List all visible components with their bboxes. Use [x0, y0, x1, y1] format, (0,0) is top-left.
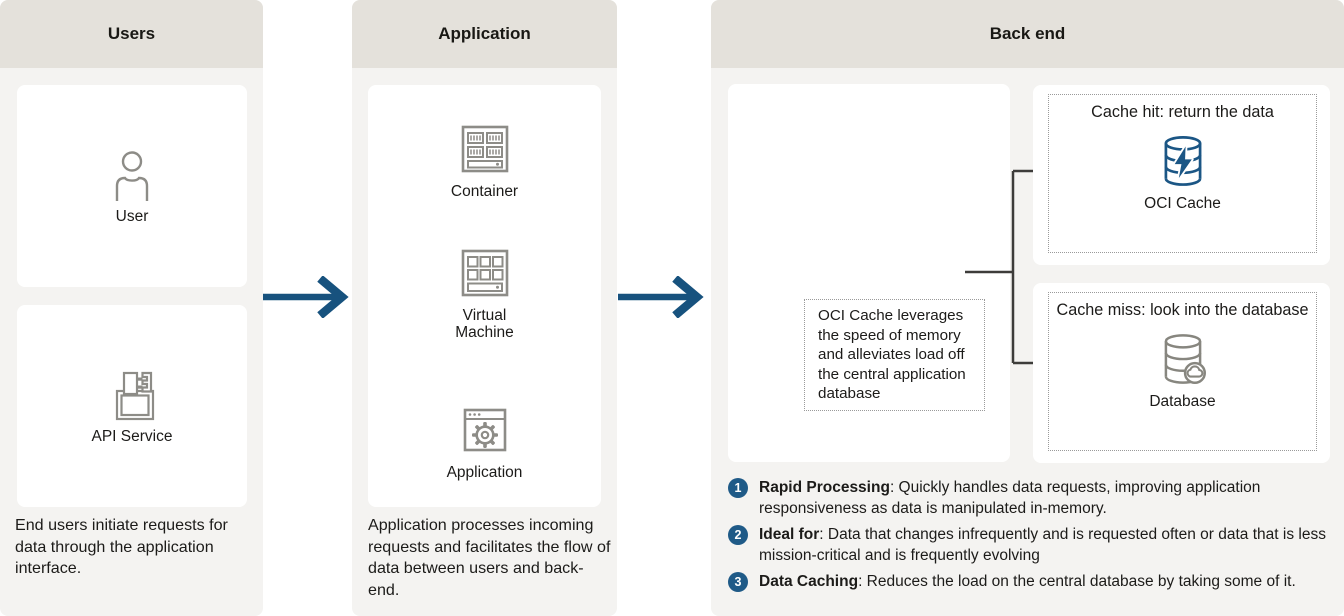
number-badge-3: 3: [728, 572, 748, 592]
cache-hit-card: [1033, 85, 1330, 265]
virtual-machine-icon: [457, 245, 513, 301]
users-column-header: [0, 0, 263, 68]
backend-column-header: [711, 0, 1344, 68]
number-badge-2: 2: [728, 525, 748, 545]
list-item-text: [759, 477, 1327, 519]
application-card: [368, 85, 601, 507]
cache-miss-title: Cache miss: look into the database: [1056, 301, 1309, 319]
cache-miss-card: [1033, 283, 1330, 463]
users-column-title: Users: [107, 24, 156, 43]
benefits-list: [728, 477, 1328, 597]
list-item-lead: Ideal for: [759, 526, 820, 543]
cache-miss-panel: [1048, 292, 1317, 451]
virtual-machine-item: [368, 245, 601, 341]
application-label: Application: [446, 464, 523, 481]
application-item: [368, 402, 601, 482]
list-item-text: [759, 524, 1327, 566]
api-service-label: API Service: [91, 428, 173, 446]
api-service-card: [17, 305, 247, 507]
list-item-lead: Rapid Processing: [759, 479, 890, 496]
backend-column: [711, 0, 1344, 616]
list-item: [728, 524, 1328, 566]
application-caption: Application processes incoming requests and facilitates the flow of data between users and back-end.: [368, 516, 611, 599]
application-icon: [457, 402, 513, 458]
user-label: User: [115, 208, 149, 226]
users-caption: End users initiate requests for data through the application interface.: [15, 516, 228, 577]
oci-cache-icon: [1154, 133, 1212, 191]
list-item-body: : Reduces the load on the central database by taking some of it.: [858, 573, 1296, 590]
oci-cache-note-text: OCI Cache leverages the speed of memory and alleviates load off the central application database: [818, 307, 966, 403]
list-item: [728, 571, 1328, 592]
application-column-header: [352, 0, 617, 68]
oci-cache-label: OCI Cache: [1144, 195, 1221, 212]
cache-hit-title: Cache hit: return the data: [1091, 103, 1274, 121]
arrow-right-icon: [262, 276, 352, 318]
application-column: [352, 0, 617, 616]
backend-column-title: Back end: [989, 24, 1066, 43]
arrow-right-icon: [617, 276, 707, 318]
list-item-body: : Data that changes infrequently and is requested often or data that is less mission-critical and is frequently evolving: [759, 526, 1326, 564]
list-item: [728, 477, 1328, 519]
number-badge-1: 1: [728, 478, 748, 498]
user-card: [17, 85, 247, 287]
list-item-body: : Quickly handles data requests, improving application responsiveness as data is manipulated in-memory.: [759, 479, 1261, 517]
list-item-text: [759, 571, 1327, 592]
cache-hit-panel: [1048, 94, 1317, 253]
users-column: [0, 0, 263, 616]
application-column-title: Application: [438, 24, 531, 43]
virtual-machine-label: Virtual Machine: [455, 307, 514, 341]
container-label: Container: [450, 183, 519, 200]
list-item-lead: Data Caching: [759, 573, 859, 590]
api-service-icon: [104, 366, 160, 422]
user-icon: [104, 146, 160, 202]
container-icon: [457, 121, 513, 177]
oci-cache-note: [804, 299, 985, 411]
container-item: [368, 121, 601, 201]
database-label: Database: [1149, 393, 1216, 410]
database-icon: [1154, 331, 1212, 389]
